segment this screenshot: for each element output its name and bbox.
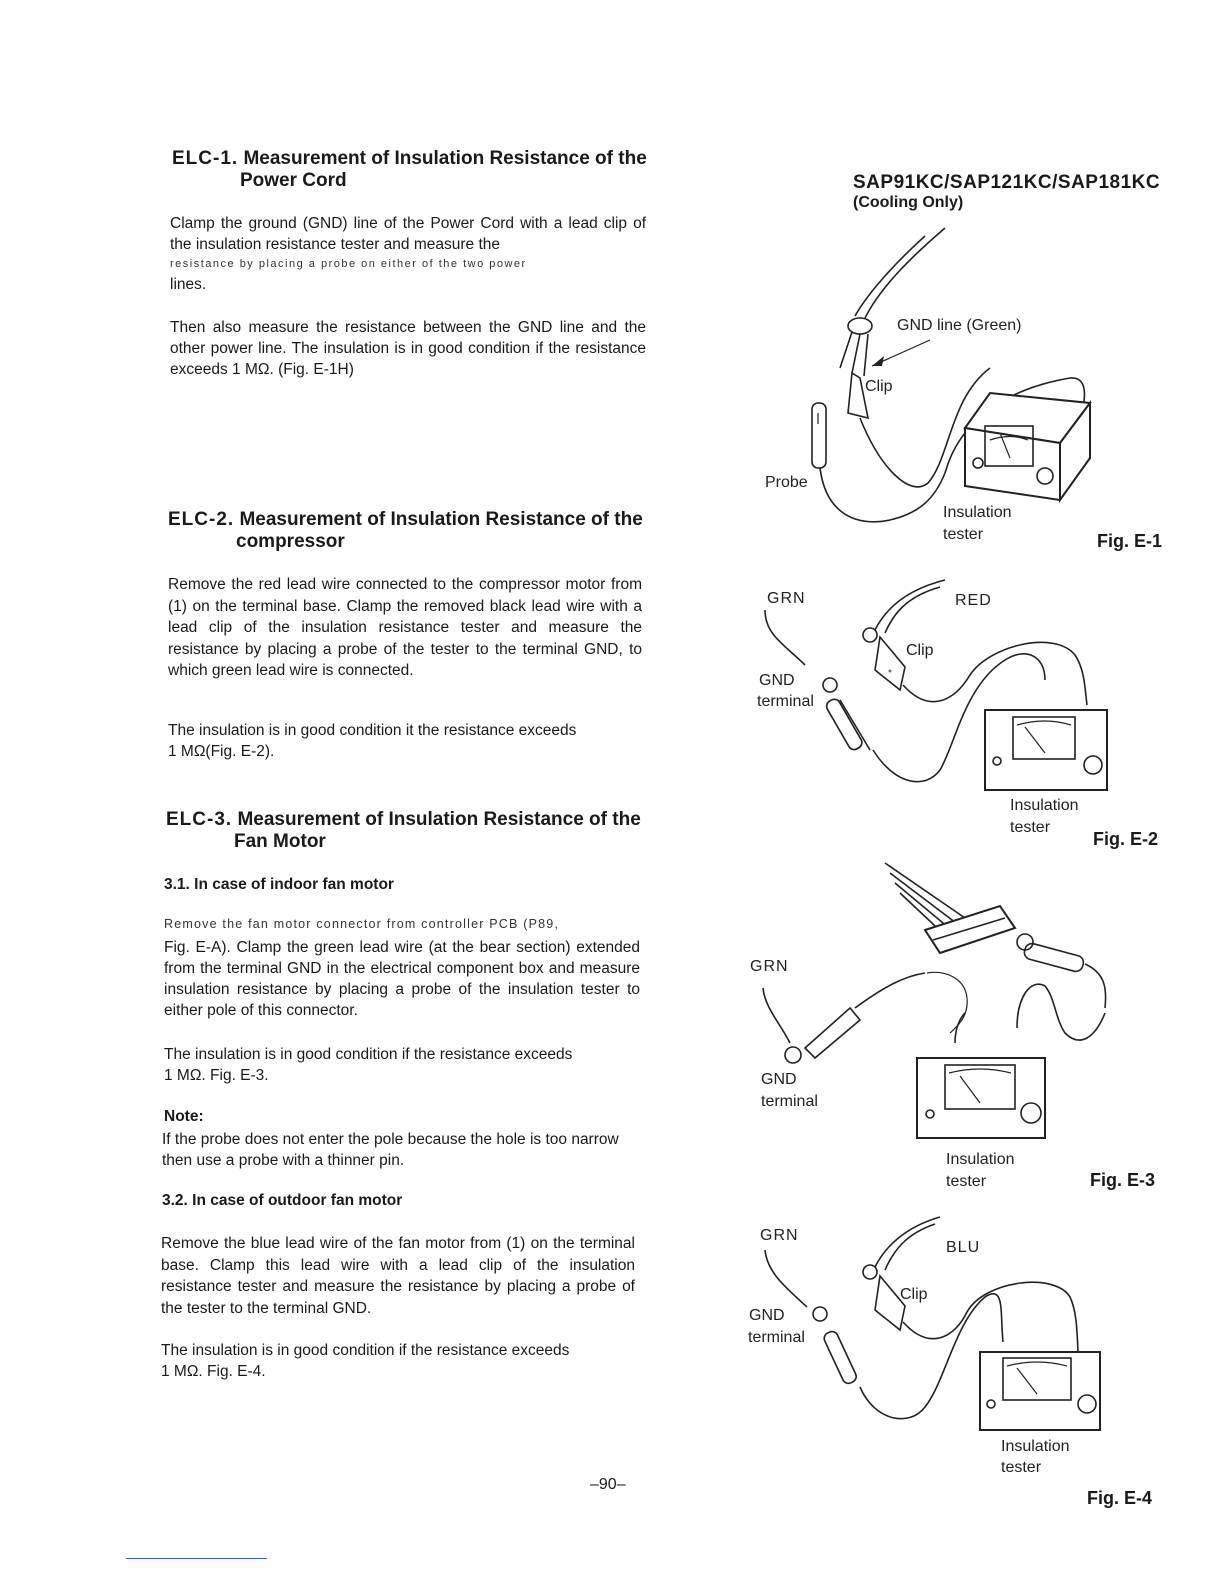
elc1-number: ELC-1. — [172, 148, 239, 169]
elc1-heading — [172, 148, 662, 192]
elc3-indoor-p1-line1: Remove the fan motor connector from controller PCB (P89, — [164, 917, 560, 931]
fig-e2-gnd-label-1: GND — [759, 672, 795, 689]
elc1-title-line1: Measurement of Insulation Resistance of the — [243, 148, 647, 169]
elc1-paragraph1-end: lines. — [170, 276, 207, 293]
elc3-title-line2: Fan Motor — [234, 831, 326, 852]
model-numbers: SAP91KC/SAP121KC/SAP181KC — [853, 172, 1161, 193]
fig-e1-tester-label-1: Insulation — [943, 504, 1012, 521]
elc3-outdoor-p2-line1: The insulation is in good condition if the resistance exceeds — [161, 1342, 570, 1359]
elc2-paragraph2-line1: The insulation is in good condition it the resistance exceeds — [168, 722, 577, 739]
elc2-number: ELC-2. — [168, 509, 235, 530]
elc3-title-line1: Measurement of Insulation Resistance of the — [237, 809, 641, 830]
note-label: Note: — [164, 1108, 204, 1125]
fig-e2-gnd-label-2: terminal — [757, 693, 814, 710]
fig-e4-blu-label: BLU — [946, 1239, 981, 1256]
elc3-outdoor-p2-line2: 1 MΩ. Fig. E-4. — [161, 1363, 266, 1380]
fig-e1-probe-label: Probe — [765, 474, 808, 491]
fig-e2-clip-label: Clip — [906, 642, 934, 659]
fig-e2-tester-label-1: Insulation — [1010, 797, 1079, 814]
elc1-paragraph1 — [170, 213, 646, 255]
elc1-paragraph2: Then also measure the resistance between the GND line and the other power line. The insulation is in good condition if the resistance exceeds 1 MΩ. (Fig. E-1H) — [170, 319, 646, 378]
fig-e1-number: Fig. E-1 — [1097, 531, 1163, 551]
fig-e2-tester-label-2: tester — [1010, 819, 1051, 836]
fig-e3-grn-label: GRN — [750, 958, 789, 975]
fig-e3-tester-label-1: Insulation — [946, 1151, 1015, 1168]
elc2-title-line1: Measurement of Insulation Resistance of the — [239, 509, 643, 530]
fig-e2-red-label: RED — [955, 592, 992, 609]
fig-e4-tester-label-1: Insulation — [1001, 1438, 1070, 1455]
elc2-heading — [168, 509, 658, 553]
elc1-p1-text: Clamp the ground (GND) line of the Power Cord with a lead clip of the insulation resistance tester and measure the — [170, 215, 646, 253]
fig-e4-gnd-label-2: terminal — [748, 1329, 805, 1346]
elc3-number: ELC-3. — [166, 809, 233, 830]
elc1-paragraph1-faded-line: resistance by placing a probe on either of the two power — [170, 258, 527, 270]
fig-e4-grn-label: GRN — [760, 1227, 799, 1244]
fig-e3-number: Fig. E-3 — [1090, 1170, 1156, 1190]
elc3-indoor-p1: Fig. E-A). Clamp the green lead wire (at the bear section) extended from the terminal GND in the electrical component box and measure insulation resistance by placing a probe of the insulation tester to either pole of this connector. — [164, 939, 640, 1019]
fig-e1-tester-label-2: tester — [943, 526, 984, 543]
fig-e4-illustration — [745, 1212, 1115, 1437]
fig-e1-illustration — [760, 228, 1110, 538]
elc3-heading — [166, 809, 656, 853]
elc2-title-line2: compressor — [236, 531, 345, 552]
elc3-indoor-p2-line1: The insulation is in good condition if the resistance exceeds — [164, 1046, 573, 1063]
fig-e2-illustration — [755, 575, 1115, 800]
fig-e4-number: Fig. E-4 — [1087, 1488, 1153, 1508]
fig-e3-gnd-label-2: terminal — [761, 1093, 818, 1110]
elc1-title-line2: Power Cord — [240, 170, 347, 191]
fig-e1-clip-label: Clip — [865, 378, 893, 395]
page-number: –90– — [590, 1476, 626, 1493]
elc3-subheading-outdoor: 3.2. In case of outdoor fan motor — [162, 1192, 403, 1209]
elc2-paragraph2-line2: 1 MΩ(Fig. E-2). — [168, 743, 275, 760]
fig-e2-grn-label: GRN — [767, 590, 806, 607]
model-cooling-only: (Cooling Only) — [853, 194, 964, 211]
footer-link-underline — [126, 1558, 267, 1559]
fig-e4-gnd-label-1: GND — [749, 1307, 785, 1324]
fig-e2-number: Fig. E-2 — [1093, 829, 1159, 849]
fig-e4-clip-label: Clip — [900, 1286, 928, 1303]
note-text: If the probe does not enter the pole because the hole is too narrow then use a probe with a thinner pin. — [162, 1131, 619, 1169]
fig-e3-gnd-label-1: GND — [761, 1071, 797, 1088]
elc2-paragraph1: Remove the red lead wire connected to the compressor motor from (1) on the terminal base. Clamp the removed black lead wire with a lead clip of the insulation resistance tester and measure the resistance by placing a probe of the tester to the terminal GND, to which green lead wire is connected. — [168, 576, 642, 679]
elc3-indoor-p2-line2: 1 MΩ. Fig. E-3. — [164, 1067, 269, 1084]
elc3-outdoor-p1: Remove the blue lead wire of the fan motor from (1) on the terminal base. Clamp this lead wire with a lead clip of the insulation resistance tester and measure the resistance by placing a probe of the tester to the terminal GND. — [161, 1235, 635, 1317]
elc3-subheading-indoor: 3.1. In case of indoor fan motor — [164, 876, 394, 893]
fig-e1-gnd-line-label: GND line (Green) — [897, 317, 1022, 334]
fig-e3-tester-label-2: tester — [946, 1173, 987, 1190]
fig-e4-tester-label-2: tester — [1001, 1459, 1042, 1476]
